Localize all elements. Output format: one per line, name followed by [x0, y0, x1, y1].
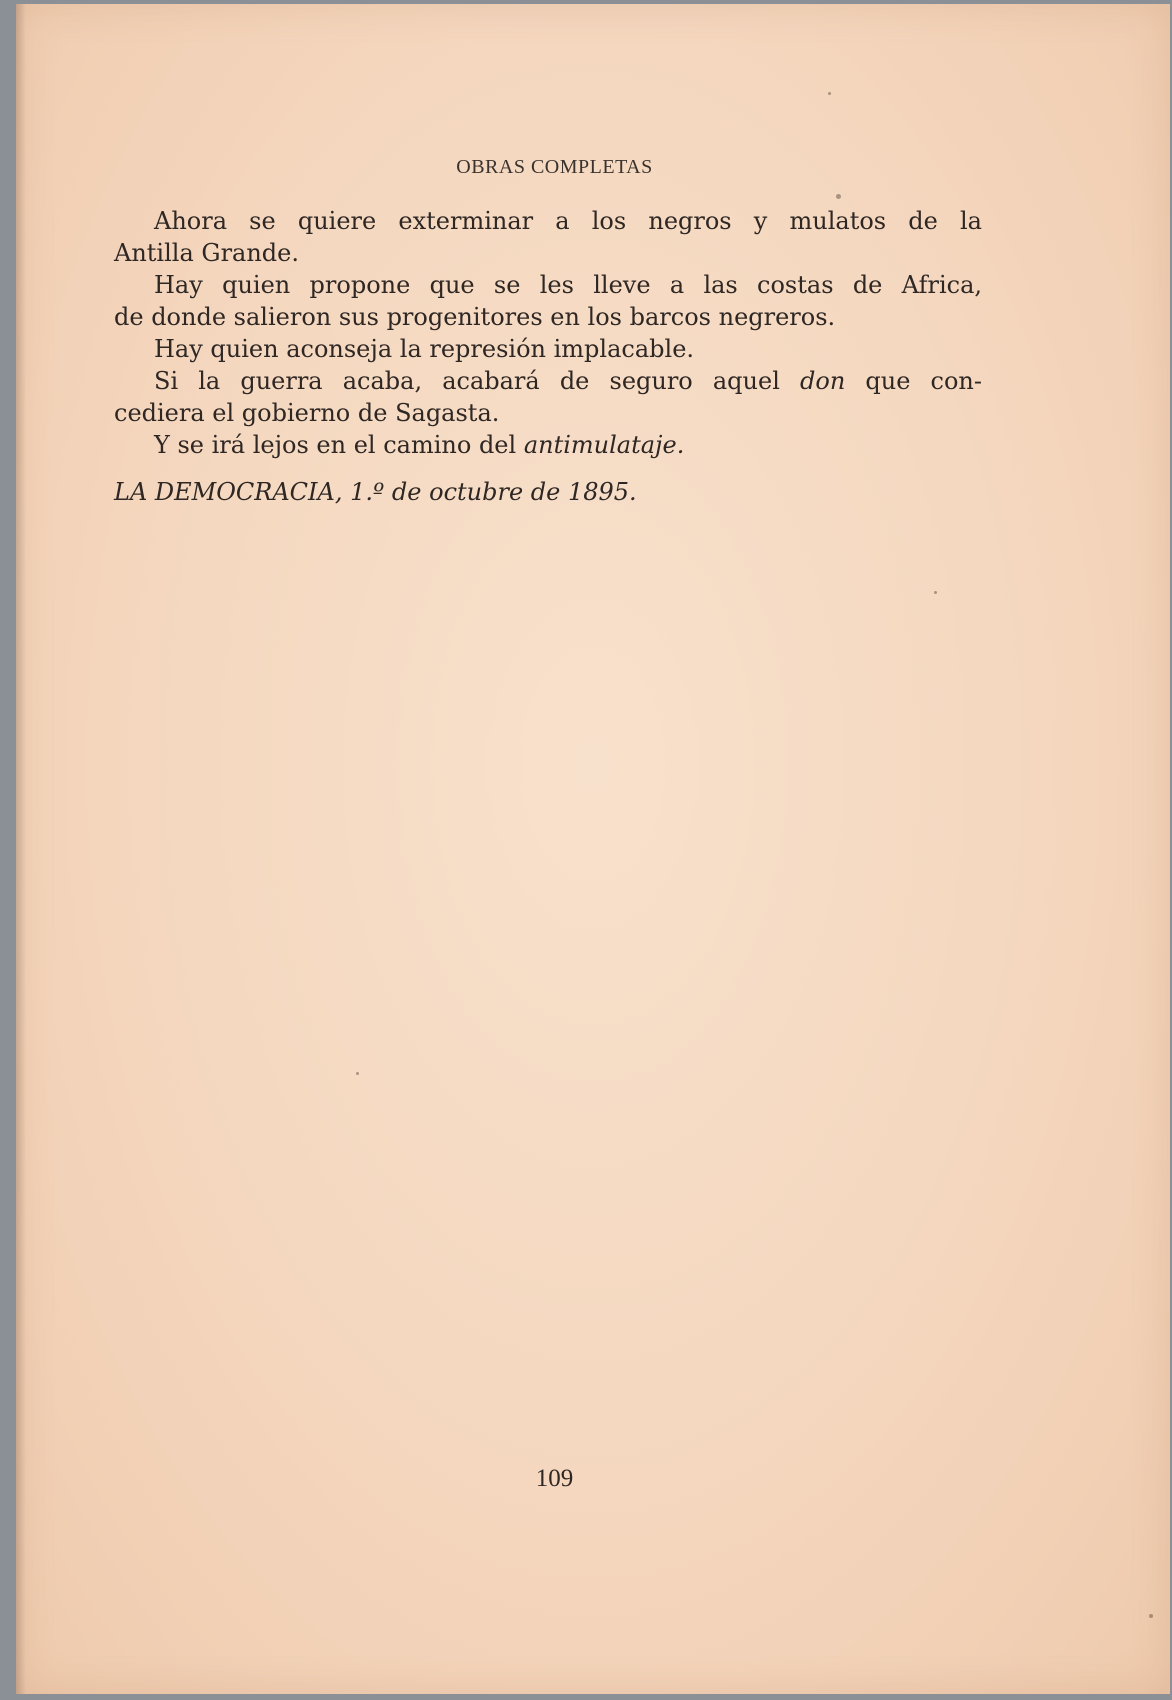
paper-speck: [934, 591, 937, 594]
paragraph-1-line-1: Ahora se quiere exterminar a los negros y mulatos de la: [154, 207, 982, 235]
paragraph-4-text-a: Si la guerra acaba, acabará de seguro aquel: [154, 367, 800, 395]
body-text: [114, 205, 982, 461]
paragraph-5-line-1: [114, 429, 982, 461]
paragraph-4: [114, 365, 982, 429]
page-number: 109: [535, 1465, 574, 1492]
paragraph-2-line-2: de donde salieron sus progenitores en los barcos negreros.: [114, 303, 836, 331]
page-edge-shadow: [16, 4, 26, 1694]
paragraph-5-italic-word: antimulataje.: [523, 431, 685, 459]
paragraph-3-line-1: Hay quien aconseja la represión implacable.: [154, 335, 695, 363]
paragraph-4-line-1: [114, 365, 982, 397]
book-page: [16, 4, 1170, 1694]
paper-speck: [828, 92, 831, 95]
paper-speck: [356, 1072, 359, 1075]
paragraph-2-line-1: Hay quien propone que se les lleve a las costas de Africa,: [154, 271, 982, 299]
paragraph-4-line-2: cediera el gobierno de Sagasta.: [114, 399, 500, 427]
source-citation: LA DEMOCRACIA, 1.º de octubre de 1895.: [114, 478, 637, 506]
paragraph-5: [114, 429, 982, 461]
paragraph-3: [114, 333, 982, 365]
paragraph-2: [114, 269, 982, 333]
paragraph-1: [114, 205, 982, 269]
running-head: OBRAS COMPLETAS: [456, 156, 653, 178]
paragraph-4-italic-word: don: [800, 367, 846, 395]
paragraph-1-line-2: Antilla Grande.: [114, 239, 300, 267]
paragraph-4-text-b: que con-: [845, 367, 982, 395]
paragraph-5-text-a: Y se irá lejos en el camino del: [154, 431, 524, 459]
paper-speck: [1149, 1614, 1153, 1618]
paper-speck: [836, 194, 841, 199]
